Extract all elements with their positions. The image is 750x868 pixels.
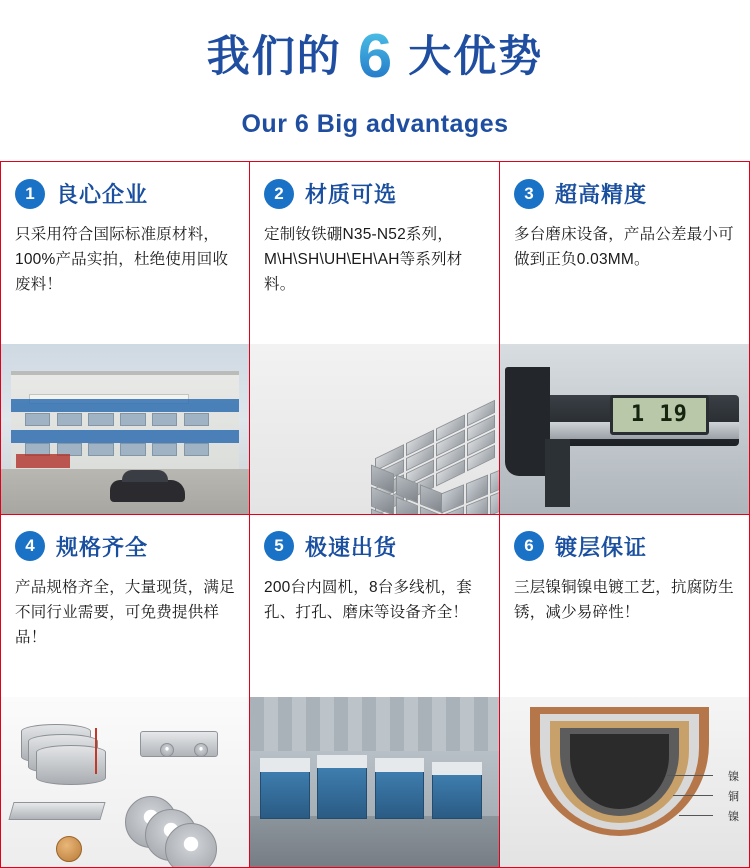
workshop-machines-photo	[250, 697, 499, 867]
advantages-grid	[0, 161, 750, 868]
page-title	[0, 22, 750, 91]
advantage-title-1: 良心企业	[56, 182, 149, 207]
page-header	[0, 0, 750, 139]
advantage-text-2: 定制钕铁硼N35-N52系列，M\H\SH\UH\EH\AH等系列材料。	[264, 226, 463, 294]
advantage-text-6: 三层镍铜镍电镀工艺，抗腐防生锈，减少易碎性！	[514, 578, 734, 621]
layer-label-2: 铜	[728, 791, 739, 803]
advantage-header-1	[15, 178, 235, 209]
advantage-header-4	[15, 531, 235, 562]
advantage-text-1: 只采用符合国际标准原材料，100%产品实拍，杜绝使用回收废料！	[15, 226, 229, 294]
advantage-text-5: 200台内圆机，8台多线机，套孔、打孔、磨床等设备齐全！	[264, 578, 472, 621]
advantage-title-6: 镀层保证	[555, 534, 648, 560]
coating-layers-diagram	[500, 697, 749, 867]
assorted-magnets-photo	[1, 697, 249, 867]
caliper-reading: 1 19	[630, 402, 688, 428]
page-subtitle: Our 6 Big advantages	[241, 110, 509, 138]
title-text-after: 大优势	[408, 32, 544, 81]
title-number: 6	[357, 22, 393, 91]
magnet-cube-photo	[250, 344, 499, 514]
advantage-header-3	[514, 178, 735, 209]
advantage-card-3	[500, 161, 750, 515]
factory-building-photo	[1, 344, 249, 514]
advantage-title-2: 材质可选	[305, 182, 398, 207]
advantage-card-2	[250, 161, 500, 515]
advantage-number-badge-1: 1	[15, 179, 45, 209]
advantage-title-5: 极速出货	[305, 534, 398, 560]
title-text-before: 我们的	[206, 32, 342, 81]
layer-label-3: 镍	[728, 811, 739, 823]
advantage-number-badge-2: 2	[264, 179, 294, 209]
advantage-card-6	[500, 515, 750, 868]
advantage-number-badge-6: 6	[514, 531, 544, 561]
advantage-title-3: 超高精度	[555, 182, 648, 207]
advantage-header-2	[264, 178, 485, 209]
advantage-number-badge-4: 4	[15, 531, 45, 561]
caliper-display	[610, 395, 710, 436]
advantage-text-4: 产品规格齐全，大量现货，满足不同行业需要，可免费提供样品！	[15, 578, 235, 646]
advantage-text-3: 多台磨床设备，产品公差最小可做到正负0.03MM。	[514, 226, 734, 269]
advantage-header-5	[264, 531, 485, 562]
advantage-card-4	[0, 515, 250, 868]
digital-caliper-photo	[500, 344, 749, 514]
advantage-number-badge-5: 5	[264, 531, 294, 561]
advantage-card-5	[250, 515, 500, 868]
advantage-card-1	[0, 161, 250, 515]
layer-label-1: 镍	[728, 771, 739, 783]
advantage-title-4: 规格齐全	[56, 534, 149, 560]
advantage-header-6	[514, 531, 735, 562]
advantage-number-badge-3: 3	[514, 179, 544, 209]
